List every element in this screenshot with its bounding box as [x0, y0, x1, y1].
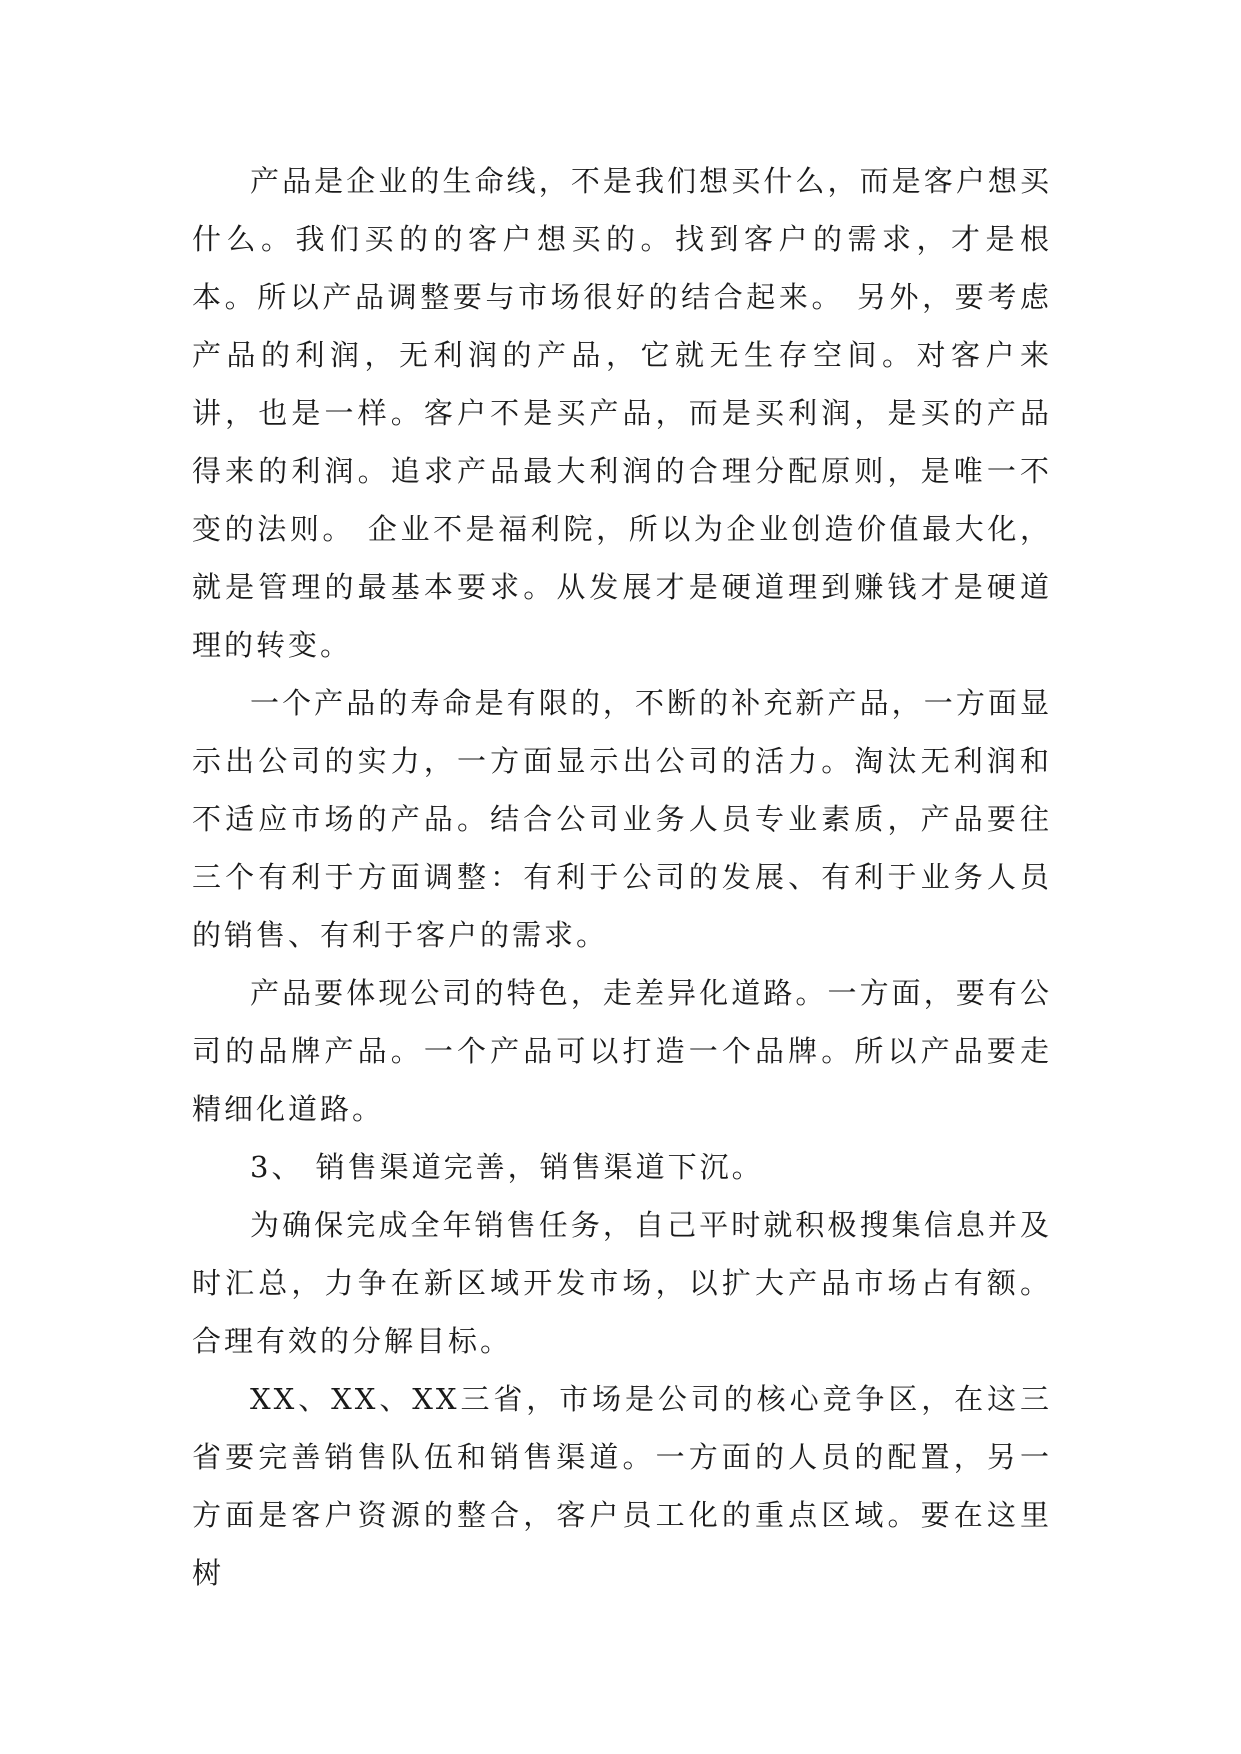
- paragraph-sales-target: 为确保完成全年销售任务，自己平时就积极搜集信息并及时汇总，力争在新区域开发市场，以扩大产品市场占有额。合理有效的分解目标。: [192, 1208, 1052, 1358]
- section-heading: 3、 销售渠道完善，销售渠道下沉。: [250, 1150, 764, 1184]
- paragraph-product-lifespan: 一个产品的寿命是有限的，不断的补充新产品，一方面显示出公司的实力，一方面显示出公司的活力。淘汰无利润和不适应市场的产品。结合公司业务人员专业素质，产品要往三个有利于方面调整：有利于公司的发展、有利于业务人员的销售、有利于客户的需求。: [192, 686, 1052, 952]
- paragraph-core-region: XX、XX、XX三省，市场是公司的核心竞争区，在这三省要完善销售队伍和销售渠道。一方面的人员的配置，另一方面是客户资源的整合，客户员工化的重点区域。要在这里树: [192, 1382, 1052, 1590]
- paragraph-product-differentiation: 产品要体现公司的特色，走差异化道路。一方面，要有公司的品牌产品。一个产品可以打造一个品牌。所以产品要走精细化道路。: [192, 976, 1052, 1126]
- document-page: [192, 152, 1052, 1602]
- paragraph-product-lifeline: 产品是企业的生命线，不是我们想买什么，而是客户想买什么。我们买的的客户想买的。找到客户的需求，才是根本。所以产品调整要与市场很好的结合起来。 另外，要考虑产品的利润，无利润的产品，它就无生存空间。对客户来讲，也是一样。客户不是买产品，而是买利润，是买的产品得来的利润。追求产品最大利润的合理分配原则，是唯一不变的法则。 企业不是福利院，所以为企业创造价值最大化，就是管理的最基本要求。从发展才是硬道理到赚钱才是硬道理的转变。: [192, 164, 1052, 662]
